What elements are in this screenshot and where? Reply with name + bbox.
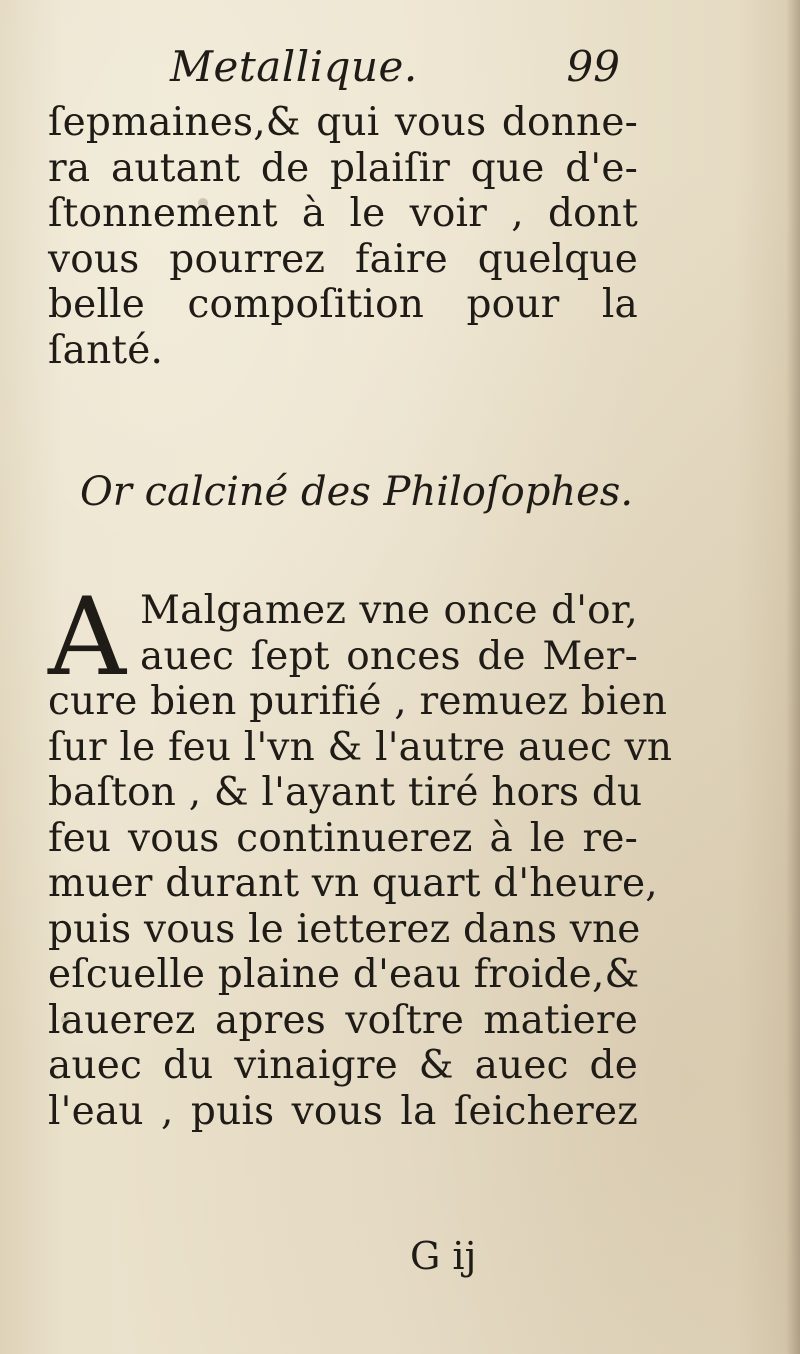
paragraph-line: ſanté.	[48, 327, 164, 373]
paragraph-line: auec ſept onces de Mer-	[140, 633, 638, 679]
second-paragraph	[48, 575, 673, 1134]
paragraph-line: muer durant vn quart d'heure,	[48, 861, 658, 906]
paragraph-line: ſepmaines,& qui vous donne-	[48, 100, 638, 145]
paragraph-line: ra autant de plaiſir que d'e-	[48, 145, 638, 191]
paragraph-line: auec du vinaigre & auec de	[48, 1043, 638, 1088]
paragraph-line: vous pourrez faire quelque	[48, 236, 638, 282]
page-header	[50, 42, 640, 106]
signature-mark: G ij	[410, 1234, 477, 1278]
paragraph-line: baſton , & l'ayant tiré hors du	[48, 770, 643, 815]
paragraph-line: ſtonnement à le voir , dont	[48, 191, 638, 236]
page-edge-shadow	[786, 0, 800, 1354]
drop-cap: A	[48, 575, 126, 700]
running-title: Metallique.	[170, 42, 418, 91]
paragraph-line: puis vous le ietterez dans vne	[48, 906, 641, 952]
paragraph-line: eſcuelle plaine d'eau froide,&	[48, 952, 640, 997]
paragraph-line: lauerez apres voſtre matiere	[48, 997, 638, 1043]
paragraph-line: cure bien purifié , remuez bien	[48, 679, 668, 724]
section-heading: Or calciné des Philoſophes.	[80, 469, 634, 515]
page-number: 99	[566, 42, 620, 91]
paragraph-line: Malgamez vne once d'or,	[140, 588, 638, 633]
first-paragraph	[48, 100, 638, 373]
paragraph-line: ſur le feu l'vn & l'autre auec vn	[48, 724, 673, 770]
paragraph-line: feu vous continuerez à le re-	[48, 815, 638, 861]
paragraph-line: l'eau , puis vous la ſeicherez	[48, 1088, 638, 1134]
paragraph-line: belle compoſition pour la	[48, 282, 638, 327]
